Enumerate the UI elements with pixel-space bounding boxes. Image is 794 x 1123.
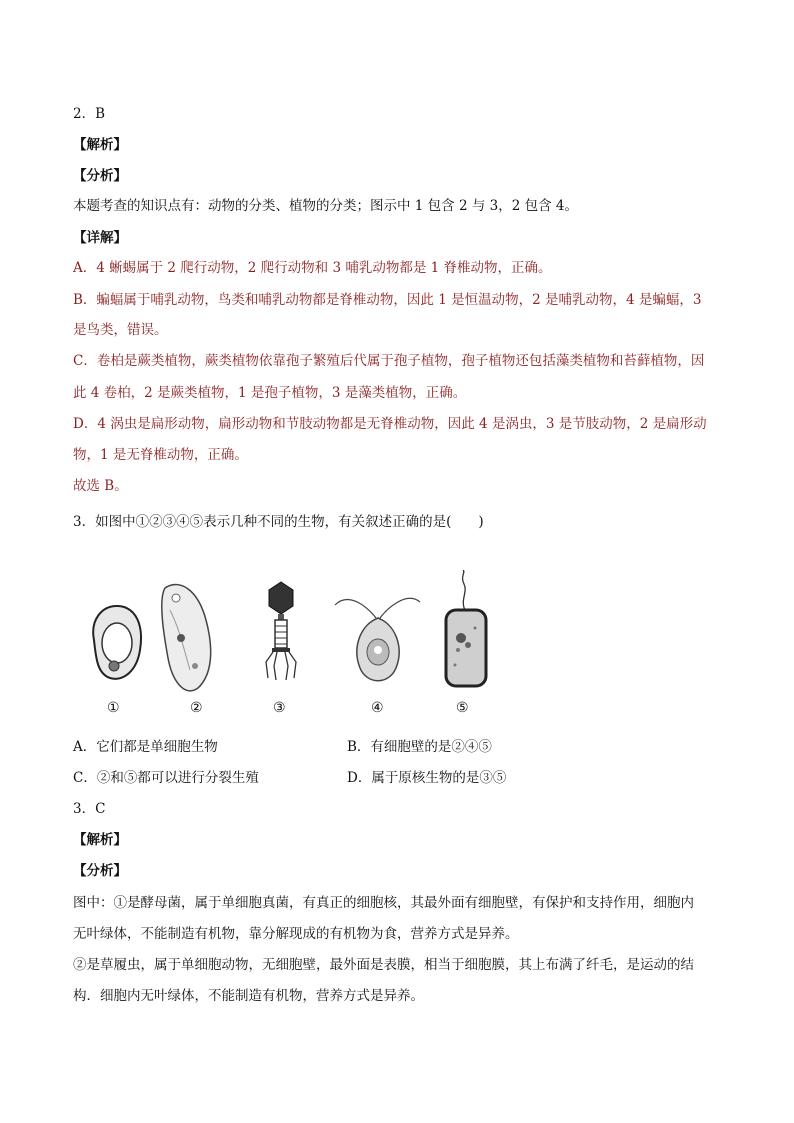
figure-label-5: ⑤ — [456, 700, 469, 716]
q2-fenxi-heading: 【分析】 — [73, 168, 127, 184]
q3-analysis-p1-line2: 无叶绿体，不能制造有机物，靠分解现成的有机物为食，营养方式是异养。 — [73, 926, 519, 942]
figure-label-4: ④ — [371, 700, 384, 716]
q2-xiangjie-heading: 【详解】 — [73, 230, 127, 246]
organisms-figure — [80, 570, 520, 720]
q2-option-c-explanation-line2: 此 4 卷柏，2 是蕨类植物，1 是孢子植物，3 是藻类植物，正确。 — [73, 385, 467, 401]
q3-analysis-p2-line2: 构．细胞内无叶绿体，不能制造有机物，营养方式是异养。 — [73, 988, 424, 1004]
q3-fenxi-heading: 【分析】 — [73, 863, 127, 879]
q2-conclusion: 故选 B。 — [73, 478, 128, 494]
figure-label-1: ① — [107, 700, 120, 716]
q3-option-d: D．属于原核生物的是③⑤ — [347, 770, 507, 786]
q3-option-c: C．②和⑤都可以进行分裂生殖 — [73, 770, 259, 786]
paramecium-illustration — [162, 585, 211, 691]
bacterium-illustration — [446, 570, 486, 686]
q2-option-c-explanation-line1: C．卷柏是蕨类植物，蕨类植物依靠孢子繁殖后代属于孢子植物，孢子植物还包括藻类植物和苔藓植物，因 — [73, 353, 705, 369]
q3-question: 3．如图中①②③④⑤表示几种不同的生物，有关叙述正确的是( ) — [73, 514, 484, 530]
q2-option-d-explanation-line1: D．4 涡虫是扁形动物，扁形动物和节肢动物都是无脊椎动物，因此 4 是涡虫，3 是节肢动物，2 是扁形动 — [73, 416, 707, 432]
q2-option-b-explanation-line1: B．蝙蝠属于哺乳动物，鸟类和哺乳动物都是脊椎动物，因此 1 是恒温动物，2 是哺乳动物，4 是蝙蝠，3 — [73, 292, 702, 308]
q3-jiexi-heading: 【解析】 — [73, 832, 127, 848]
figure-label-3: ③ — [273, 700, 286, 716]
q3-analysis-p1-line1: 图中：①是酵母菌，属于单细胞真菌，有真正的细胞核，其最外面有细胞壁，有保护和支持作用，细胞内 — [73, 895, 694, 911]
q2-option-b-explanation-line2: 是鸟类，错误。 — [73, 322, 168, 338]
q2-answer: 2．B — [73, 106, 106, 122]
q3-analysis-p2-line1: ②是草履虫，属于单细胞动物，无细胞壁，最外面是表膜，相当于细胞膜，其上布满了纤毛，是运动的结 — [73, 957, 694, 973]
q2-option-d-explanation-line2: 物，1 是无脊椎动物，正确。 — [73, 447, 248, 463]
q3-option-a: A．它们都是单细胞生物 — [73, 739, 218, 755]
figure-label-2: ② — [190, 700, 203, 716]
yeast-illustration — [93, 606, 141, 679]
q3-option-b: B．有细胞壁的是②④⑤ — [347, 739, 492, 755]
q2-analysis-text: 本题考查的知识点有：动物的分类、植物的分类；图示中 1 包含 2 与 3，2 包含 4。 — [73, 198, 578, 214]
q2-option-a-explanation: A．4 蜥蜴属于 2 爬行动物，2 爬行动物和 3 哺乳动物都是 1 脊椎动物，正确。 — [73, 260, 552, 276]
bacteriophage-illustration — [266, 582, 296, 680]
q3-answer: 3．C — [73, 801, 106, 817]
chlamydomonas-illustration — [335, 598, 420, 680]
q2-jiexi-heading: 【解析】 — [73, 137, 127, 153]
